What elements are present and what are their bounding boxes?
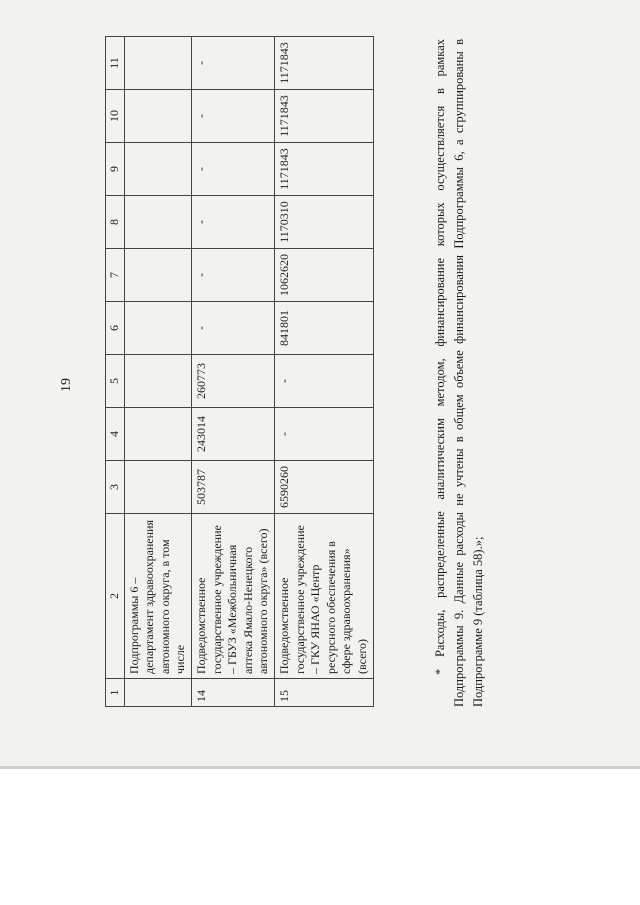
row-name: Подведомственное государственное учреждение – ГБУЗ «Межбольничная аптека Ямало-Ненецкого автономного округа» (всего) — [191, 514, 274, 679]
header-cell: 11 — [106, 37, 125, 90]
value-cell — [124, 143, 191, 196]
value-cell — [124, 355, 191, 408]
table-row — [124, 37, 191, 707]
header-cell: 4 — [106, 408, 125, 461]
value-cell: - — [191, 249, 274, 302]
value-cell: 6590260 — [274, 461, 373, 514]
header-cell: 5 — [106, 355, 125, 408]
page-number: 19 — [59, 378, 74, 392]
value-cell: 503787 — [191, 461, 274, 514]
value-cell — [124, 90, 191, 143]
value-cell — [124, 461, 191, 514]
value-cell: - — [191, 196, 274, 249]
value-cell: - — [191, 143, 274, 196]
header-cell: 1 — [106, 679, 125, 707]
value-cell: - — [191, 37, 274, 90]
table-row — [191, 37, 274, 707]
value-cell — [124, 249, 191, 302]
header-cell: 2 — [106, 514, 125, 679]
value-cell: 1171843 — [274, 37, 373, 90]
value-cell — [124, 302, 191, 355]
rotated-page — [20, 15, 620, 755]
header-cell: 10 — [106, 90, 125, 143]
header-cell: 9 — [106, 143, 125, 196]
header-cell: 8 — [106, 196, 125, 249]
value-cell: - — [191, 90, 274, 143]
table-row — [274, 37, 373, 707]
value-cell: - — [191, 302, 274, 355]
value-cell: - — [274, 408, 373, 461]
row-number — [124, 679, 191, 707]
value-cell: 1062620 — [274, 249, 373, 302]
value-cell — [124, 196, 191, 249]
footnote: * Расходы, распределенные аналитическим методом, финансирование которых осуществляется в рамках Подпрограммы 9. Данные расходы не учтены в общем объеме финансирования Подпрограммы 6, а сгруппированы в Подпрограмме 9 (таблица 58).»; — [432, 39, 486, 707]
value-cell: 1171843 — [274, 143, 373, 196]
value-cell — [124, 408, 191, 461]
financing-table — [105, 36, 374, 707]
header-cell: 3 — [106, 461, 125, 514]
value-cell: 841801 — [274, 302, 373, 355]
value-cell — [124, 37, 191, 90]
row-name: Подпрограммы 6 – департамент здравоохранения автономного округа, в том числе — [124, 514, 191, 679]
value-cell: 1171843 — [274, 90, 373, 143]
row-number: 14 — [191, 679, 274, 707]
row-number: 15 — [274, 679, 373, 707]
row-name: Подведомственное государственное учреждение – ГКУ ЯНАО «Центр ресурсного обеспечения в сфере здравоохранения» (всего) — [274, 514, 373, 679]
value-cell: 243014 — [191, 408, 274, 461]
value-cell: 260773 — [191, 355, 274, 408]
header-cell: 7 — [106, 249, 125, 302]
table-header-row — [106, 37, 125, 707]
value-cell: - — [274, 355, 373, 408]
value-cell: 1170310 — [274, 196, 373, 249]
header-cell: 6 — [106, 302, 125, 355]
